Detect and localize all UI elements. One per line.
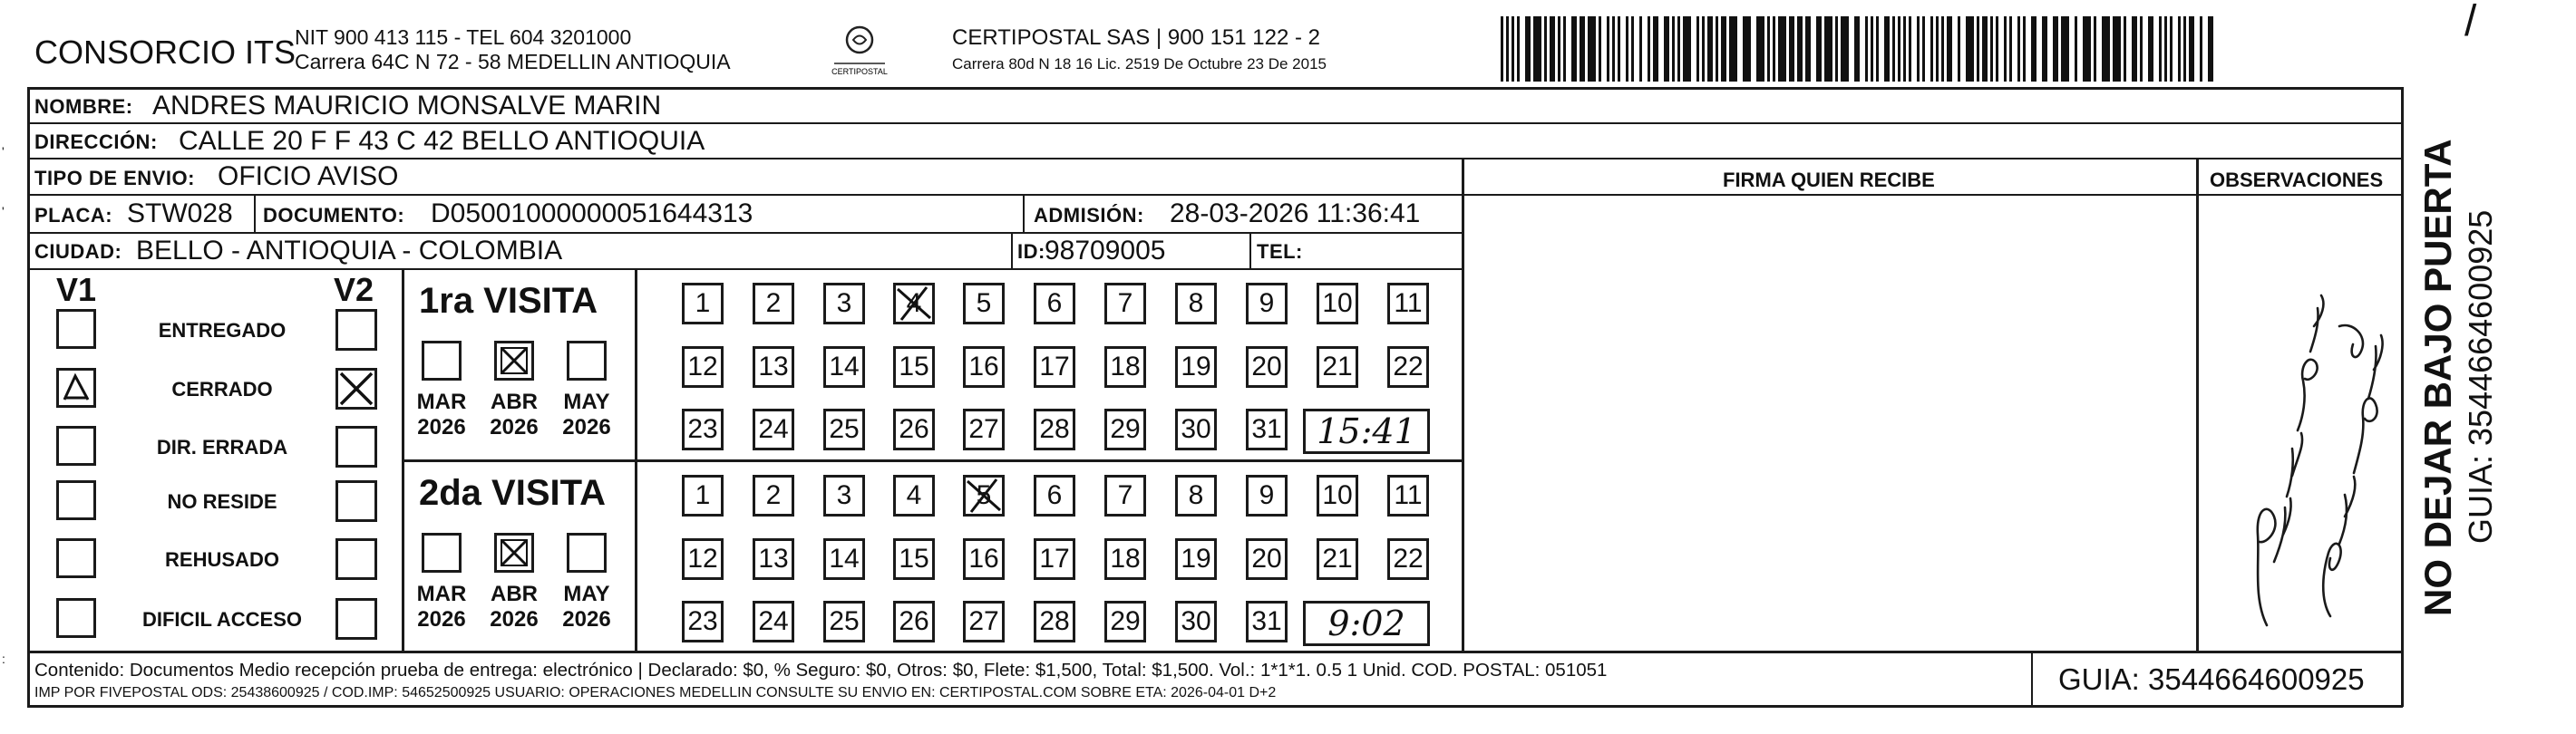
- month-checkbox[interactable]: [422, 341, 462, 381]
- barcode-bar: [2148, 16, 2153, 82]
- company-nit: NIT 900 413 115 - TEL 604 3201000: [295, 25, 632, 49]
- month-checkbox[interactable]: [567, 533, 607, 573]
- option-label: ENTREGADO: [158, 319, 287, 342]
- v2-checkbox[interactable]: [335, 538, 377, 580]
- barcode-bar: [1756, 16, 1764, 82]
- barcode-bar: [1977, 16, 1979, 82]
- barcode-bar: [1544, 16, 1547, 82]
- day-box[interactable]: 5: [963, 475, 1005, 517]
- month-checkbox[interactable]: [567, 341, 607, 381]
- barcode-bar: [1571, 16, 1577, 82]
- courier-address: Carrera 80d N 18 16 Lic. 2519 De Octubre 23 De 2015: [952, 55, 1327, 72]
- barcode-bar: [1612, 16, 1615, 82]
- v1-label: V1: [56, 271, 97, 308]
- visit-time-box: 9:02: [1303, 601, 1430, 646]
- nombre-value: ANDRES MAURICIO MONSALVE MARIN: [152, 91, 662, 121]
- day-box[interactable]: 25: [823, 409, 865, 450]
- barcode-bar: [1854, 16, 1860, 82]
- barcode-bar: [2113, 16, 2121, 82]
- day-box[interactable]: 28: [1034, 409, 1075, 450]
- barcode-bar: [2170, 16, 2173, 82]
- barcode-bar: [1816, 16, 1822, 82]
- visit-time-box: 15:41: [1303, 409, 1430, 454]
- barcode-bar: [1805, 16, 1811, 82]
- month-label: MAR 2026: [416, 582, 467, 632]
- barcode-bar: [2031, 16, 2036, 82]
- certipostal-logo-icon: [823, 20, 896, 78]
- day-box[interactable]: 13: [753, 346, 794, 388]
- courier-name: CERTIPOSTAL SAS | 900 151 122 - 2: [952, 25, 1320, 50]
- placa-value: STW028: [127, 198, 233, 228]
- day-box[interactable]: 1: [682, 475, 724, 517]
- day-box[interactable]: 6: [1034, 283, 1075, 324]
- barcode-bar: [1841, 16, 1849, 82]
- v2-checkbox[interactable]: [335, 426, 377, 468]
- barcode-bar: [2189, 16, 2194, 82]
- barcode-bar: [2200, 16, 2202, 82]
- barcode-bar: [2061, 16, 2069, 82]
- day-box[interactable]: 7: [1104, 475, 1146, 517]
- footer-contenido: Contenido: Documentos Medio recepción prueba de entrega: electrónico | Declarado: $0, % Seguro: $0, Otros: $0, Flete: $1,500, Total: $1,500. Vol.: 1*1*1. 0.5 1 Unid. COD. POSTAL: 051051: [34, 660, 1608, 681]
- barcode-bar: [2017, 16, 2020, 82]
- barcode: [1501, 16, 2226, 82]
- barcode-bar: [1550, 16, 1555, 82]
- barcode-bar: [1767, 16, 1770, 82]
- day-box[interactable]: 21: [1317, 538, 1358, 580]
- day-box[interactable]: 7: [1104, 283, 1146, 324]
- barcode-bar: [1990, 16, 1993, 82]
- day-box[interactable]: 9: [1246, 475, 1288, 517]
- barcode-bar: [2094, 16, 2096, 82]
- nombre-label: NOMBRE:: [34, 95, 133, 118]
- month-label: MAY 2026: [562, 390, 611, 439]
- barcode-bar: [2183, 16, 2186, 82]
- barcode-bar: [1677, 16, 1680, 82]
- v2-label: V2: [334, 271, 374, 308]
- barcode-bar: [1958, 16, 1960, 82]
- barcode-bar: [1501, 16, 1503, 82]
- barcode-bar: [2102, 16, 2110, 82]
- barcode-bar: [1533, 16, 1541, 82]
- day-box[interactable]: 14: [823, 346, 865, 388]
- barcode-bar: [1626, 16, 1628, 82]
- barcode-bar: [2004, 16, 2007, 82]
- day-box[interactable]: 27: [963, 601, 1005, 642]
- barcode-bar: [1903, 16, 1906, 82]
- barcode-bar: [1947, 16, 1952, 82]
- second-visit-title: 2da VISITA: [419, 473, 606, 513]
- barcode-bar: [1876, 16, 1879, 82]
- day-box[interactable]: 12: [682, 538, 724, 580]
- barcode-bar: [1941, 16, 1944, 82]
- barcode-bar: [2140, 16, 2143, 82]
- day-box[interactable]: 29: [1104, 409, 1146, 450]
- day-box[interactable]: 24: [753, 409, 794, 450]
- day-box[interactable]: 8: [1175, 283, 1217, 324]
- day-box[interactable]: 11: [1387, 475, 1429, 517]
- barcode-bar: [1517, 16, 1520, 82]
- barcode-bar: [1707, 16, 1713, 82]
- barcode-bar: [1631, 16, 1634, 82]
- barcode-bar: [2159, 16, 2162, 82]
- barcode-bar: [1936, 16, 1939, 82]
- documento-value: D05001000000051644313: [431, 198, 753, 228]
- month-checkbox[interactable]: [422, 533, 462, 573]
- barcode-bar: [1922, 16, 1925, 82]
- option-label: DIFICIL ACCESO: [141, 608, 302, 631]
- day-box[interactable]: 26: [893, 409, 935, 450]
- day-box[interactable]: 23: [682, 601, 724, 642]
- barcode-bar: [1672, 16, 1675, 82]
- day-box[interactable]: 20: [1246, 346, 1288, 388]
- day-box[interactable]: 16: [963, 538, 1005, 580]
- day-box[interactable]: 30: [1175, 601, 1217, 642]
- barcode-bar: [1599, 16, 1601, 82]
- side-guia: GUIA: 3544664600925: [2462, 209, 2499, 544]
- id-value: 98709005: [1045, 236, 1166, 266]
- ciudad-value: BELLO - ANTIOQUIA - COLOMBIA: [136, 236, 563, 266]
- barcode-bar: [1982, 16, 1988, 82]
- day-box[interactable]: 14: [823, 538, 865, 580]
- day-box[interactable]: 6: [1034, 475, 1075, 517]
- direccion-label: DIRECCIÓN:: [34, 130, 158, 153]
- barcode-bar: [2164, 16, 2167, 82]
- barcode-bar: [1653, 16, 1658, 82]
- day-box[interactable]: 22: [1387, 538, 1429, 580]
- barcode-bar: [1696, 16, 1699, 82]
- tipo-envio-value: OFICIO AVISO: [218, 161, 399, 191]
- documento-label: DOCUMENTO:: [263, 204, 405, 227]
- month-checkbox[interactable]: [494, 341, 534, 381]
- day-box[interactable]: 2: [753, 283, 794, 324]
- v1-checkbox[interactable]: [56, 426, 96, 466]
- barcode-bar: [1563, 16, 1566, 82]
- company-name: CONSORCIO ITS: [34, 34, 296, 71]
- day-box[interactable]: 10: [1317, 475, 1358, 517]
- day-box[interactable]: 8: [1175, 475, 1217, 517]
- margin-mark: :: [2, 652, 5, 666]
- barcode-bar: [1512, 16, 1514, 82]
- svg-text:CERTIPOSTAL: CERTIPOSTAL: [831, 67, 888, 76]
- admision-label: ADMISIÓN:: [1034, 204, 1144, 227]
- day-box[interactable]: 27: [963, 409, 1005, 450]
- day-box[interactable]: 12: [682, 346, 724, 388]
- month-label: MAR 2026: [416, 390, 467, 439]
- barcode-bar: [1884, 16, 1890, 82]
- footer-impresion: IMP POR FIVEPOSTAL ODS: 25438600925 / COD.IMP: 54652500925 USUARIO: OPERACIONES MEDELLIN CONSULTE SU ENVIO EN: CERTIPOSTAL.COM SOBRE ETA: 2026-04-01 D+2: [34, 685, 1277, 700]
- barcode-bar: [1580, 16, 1585, 82]
- barcode-bar: [2178, 16, 2181, 82]
- day-box[interactable]: 25: [823, 601, 865, 642]
- day-box[interactable]: 15: [893, 538, 935, 580]
- day-box[interactable]: 22: [1387, 346, 1429, 388]
- day-box[interactable]: 19: [1175, 346, 1217, 388]
- barcode-bar: [1865, 16, 1868, 82]
- month-label: MAY 2026: [562, 582, 611, 632]
- margin-mark: ': [2, 144, 5, 159]
- day-box[interactable]: 9: [1246, 283, 1288, 324]
- day-box[interactable]: 23: [682, 409, 724, 450]
- barcode-bar: [2132, 16, 2137, 82]
- day-box[interactable]: 17: [1034, 346, 1075, 388]
- id-label: ID:: [1017, 240, 1045, 263]
- ciudad-label: CIUDAD:: [34, 240, 122, 263]
- day-box[interactable]: 31: [1246, 601, 1288, 642]
- v2-checkbox[interactable]: [335, 368, 377, 410]
- barcode-bar: [1588, 16, 1596, 82]
- barcode-bar: [1778, 16, 1786, 82]
- first-visit-title: 1ra VISITA: [419, 281, 598, 321]
- v1-checkbox[interactable]: [56, 368, 96, 408]
- v1-checkbox[interactable]: [56, 309, 96, 349]
- day-box[interactable]: 17: [1034, 538, 1075, 580]
- day-box[interactable]: 18: [1104, 538, 1146, 580]
- option-label: NO RESIDE: [167, 490, 277, 513]
- barcode-bar: [1773, 16, 1775, 82]
- day-box[interactable]: 16: [963, 346, 1005, 388]
- barcode-bar: [1917, 16, 1920, 82]
- day-box[interactable]: 20: [1246, 538, 1288, 580]
- v2-checkbox[interactable]: [335, 480, 377, 522]
- month-label: ABR 2026: [490, 582, 539, 632]
- barcode-bar: [1824, 16, 1832, 82]
- barcode-bar: [1871, 16, 1873, 82]
- v2-checkbox[interactable]: [335, 309, 377, 351]
- observaciones-label: OBSERVACIONES: [2210, 169, 2384, 191]
- barcode-bar: [1898, 16, 1900, 82]
- barcode-bar: [1618, 16, 1620, 82]
- barcode-bar: [1648, 16, 1650, 82]
- day-box[interactable]: 1: [682, 283, 724, 324]
- day-box[interactable]: 24: [753, 601, 794, 642]
- v1-checkbox[interactable]: [56, 480, 96, 520]
- day-box[interactable]: 29: [1104, 601, 1146, 642]
- barcode-bar: [1909, 16, 1911, 82]
- option-label: DIR. ERRADA: [156, 436, 288, 459]
- barcode-bar: [1797, 16, 1803, 82]
- barcode-bar: [1789, 16, 1794, 82]
- option-label: REHUSADO: [165, 548, 279, 571]
- corner-mark: /: [2464, 0, 2477, 45]
- barcode-bar: [1716, 16, 1718, 82]
- day-box[interactable]: 3: [823, 283, 865, 324]
- barcode-bar: [2075, 16, 2077, 82]
- barcode-bar: [1930, 16, 1933, 82]
- day-box[interactable]: 11: [1387, 283, 1429, 324]
- v2-checkbox[interactable]: [335, 598, 377, 640]
- day-box[interactable]: 21: [1317, 346, 1358, 388]
- day-box[interactable]: 3: [823, 475, 865, 517]
- tipo-envio-label: TIPO DE ENVIO:: [34, 167, 195, 189]
- barcode-bar: [1743, 16, 1751, 82]
- barcode-bar: [2009, 16, 2012, 82]
- day-box[interactable]: 4: [893, 475, 935, 517]
- barcode-bar: [2208, 16, 2213, 82]
- barcode-bar: [1721, 16, 1726, 82]
- barcode-bar: [2023, 16, 2026, 82]
- day-box[interactable]: 30: [1175, 409, 1217, 450]
- side-warning: NO DEJAR BAJO PUERTA: [2416, 139, 2459, 616]
- barcode-bar: [1525, 16, 1531, 82]
- day-box[interactable]: 31: [1246, 409, 1288, 450]
- day-box[interactable]: 18: [1104, 346, 1146, 388]
- footer-guia: GUIA: 3544664600925: [2058, 662, 2365, 696]
- direccion-value: CALLE 20 F F 43 C 42 BELLO ANTIOQUIA: [179, 126, 705, 156]
- day-box[interactable]: 28: [1034, 601, 1075, 642]
- month-checkbox[interactable]: [494, 533, 534, 573]
- barcode-bar: [1607, 16, 1609, 82]
- barcode-bar: [1558, 16, 1560, 82]
- tel-label: TEL:: [1257, 240, 1303, 263]
- barcode-bar: [1683, 16, 1691, 82]
- option-label: CERRADO: [171, 378, 273, 401]
- barcode-bar: [1639, 16, 1642, 82]
- day-box[interactable]: 19: [1175, 538, 1217, 580]
- day-box[interactable]: 2: [753, 475, 794, 517]
- barcode-bar: [1835, 16, 1838, 82]
- barcode-bar: [2124, 16, 2126, 82]
- observaciones-handwriting-icon: [2203, 272, 2394, 643]
- barcode-bar: [1996, 16, 1998, 82]
- barcode-bar: [1966, 16, 1974, 82]
- barcode-bar: [1892, 16, 1895, 82]
- barcode-bar: [2042, 16, 2047, 82]
- barcode-bar: [1729, 16, 1737, 82]
- day-box[interactable]: 4: [893, 283, 935, 324]
- admision-value: 28-03-2026 11:36:41: [1170, 198, 1421, 228]
- margin-mark: ': [2, 204, 5, 218]
- barcode-bar: [1506, 16, 1509, 82]
- month-label: ABR 2026: [490, 390, 539, 439]
- barcode-bar: [1702, 16, 1705, 82]
- placa-label: PLACA:: [34, 204, 113, 227]
- barcode-bar: [2083, 16, 2091, 82]
- barcode-bar: [1664, 16, 1669, 82]
- day-box[interactable]: 26: [893, 601, 935, 642]
- day-box[interactable]: 15: [893, 346, 935, 388]
- day-box[interactable]: 13: [753, 538, 794, 580]
- barcode-bar: [2053, 16, 2058, 82]
- v1-checkbox[interactable]: [56, 538, 96, 578]
- day-box[interactable]: 5: [963, 283, 1005, 324]
- company-address: Carrera 64C N 72 - 58 MEDELLIN ANTIOQUIA: [295, 50, 731, 73]
- day-box[interactable]: 10: [1317, 283, 1358, 324]
- firma-label: FIRMA QUIEN RECIBE: [1723, 169, 1935, 191]
- v1-checkbox[interactable]: [56, 598, 96, 638]
